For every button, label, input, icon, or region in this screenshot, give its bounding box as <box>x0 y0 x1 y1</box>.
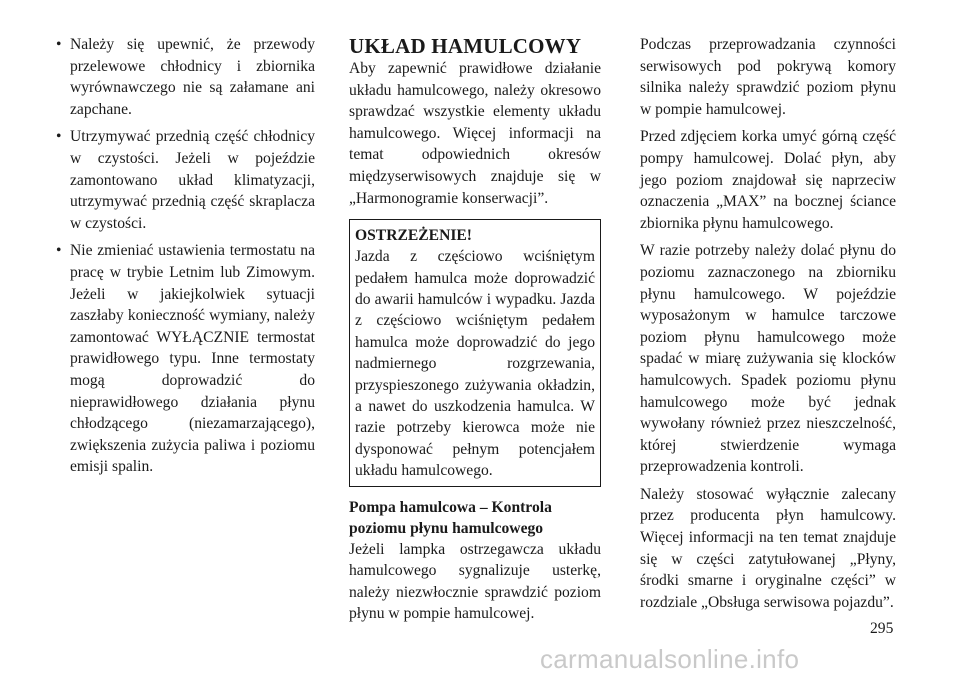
bullet-item <box>56 34 315 120</box>
subheading-line: poziomu płynu hamulcowego <box>349 519 544 537</box>
page-number: 295 <box>870 620 894 637</box>
bullet-item <box>56 126 315 234</box>
bullet-text: Nie zmieniać ustawienia termostatu na pracę w trybie Letnim lub Zimowym. Jeżeli w jakiejkolwiek sytuacji zaszłaby konieczność wymiany, należy zamontować WYŁĄCZNIE termostat prawidłowego typu. Inne termostaty mogą doprowadzić do nieprawidłowego działania płynu chłodzącego (niezamarzającego), zwiększenia zużycia paliwa i poziomu emisji spalin. <box>70 242 315 476</box>
maintenance-bullet-list <box>56 34 315 478</box>
bullet-icon: • <box>56 128 62 146</box>
bullet-icon: • <box>56 36 62 53</box>
left-column <box>56 34 315 484</box>
paragraph: W razie potrzeby należy dolać płynu do poziomu zaznaczonego na zbiorniku płynu hamulcowego. W pojeździe wyposażonym w hamulce tarczowe poziom płynu hamulcowego może spadać w miarę zużywania się klocków hamulcowych. Spadek poziomu płynu hamulcowego może być jednak wywołany również przez nieszczelność, której stwierdzenie wymaga przeprowadzenia kontroli. <box>640 242 896 476</box>
watermark: carmanualsonline.info <box>540 644 800 674</box>
right-column <box>640 34 896 619</box>
bullet-text: Utrzymywać przednią część chłodnicy w czystości. Jeżeli w pojeździe zamontowano układ klimatyzacji, utrzymywać przednią część skraplacza w czystości. <box>70 128 315 232</box>
middle-column <box>349 34 601 631</box>
bullet-item <box>56 240 315 478</box>
bullet-icon: • <box>56 242 62 260</box>
paragraph: Podczas przeprowadzania czynności serwisowych pod pokrywą komory silnika należy sprawdzić poziom płynu w pompie hamulcowej. <box>640 36 896 118</box>
paragraph: Należy stosować wyłącznie zalecany przez producenta płyn hamulcowy. Więcej informacji na ten temat znajduje się w części zatytułowanej „Płyny, środki smarne i oryginalne części” w rozdziale „Obsługa serwisowa pojazdu”. <box>640 485 896 611</box>
warning-title: OSTRZEŻENIE! <box>355 227 472 245</box>
section-title: UKŁAD HAMULCOWY <box>349 34 582 58</box>
subheading <box>349 497 601 539</box>
paragraph: Przed zdjęciem korka umyć górną część pompy hamulcowej. Dolać płyn, aby jego poziom znajdował się naprzeciw oznaczenia „MAX” na bocznej ściance zbiornika płynu hamulcowego. <box>640 128 896 232</box>
section-intro: Aby zapewnić prawidłowe działanie układu hamulcowego, należy okresowo sprawdzać wszystkie elementy układu hamulcowego. Więcej informacji na temat odpowiednich okresów międzyserwisowych znajduje się w „Harmonogramie konserwacji”. <box>349 60 601 207</box>
subsection-body: Jeżeli lampka ostrzegawcza układu hamulcowego sygnalizuje usterkę, należy niezwłocznie sprawdzić poziom płynu w pompie hamulcowej. <box>349 540 601 623</box>
warning-body: Jazda z częściowo wciśniętym pedałem hamulca może doprowadzić do awarii hamulców i wypadku. Jazda z częściowo wciśniętym pedałem hamulca może doprowadzić do jego nadmiernego rozgrzewania, przyspieszonego zużywania okładzin, a nawet do uszkodzenia hamulca. W razie potrzeby kierowca może nie dysponować pełnym potencjałem układu hamulcowego. <box>355 248 595 480</box>
warning-box <box>349 219 601 486</box>
bullet-text: Należy się upewnić, że przewody przelewowe chłodnicy i zbiornika wyrównawczego nie są załamane ani zapchane. <box>70 36 315 118</box>
subheading-line: Pompa hamulcowa – Kontrola <box>349 498 552 516</box>
